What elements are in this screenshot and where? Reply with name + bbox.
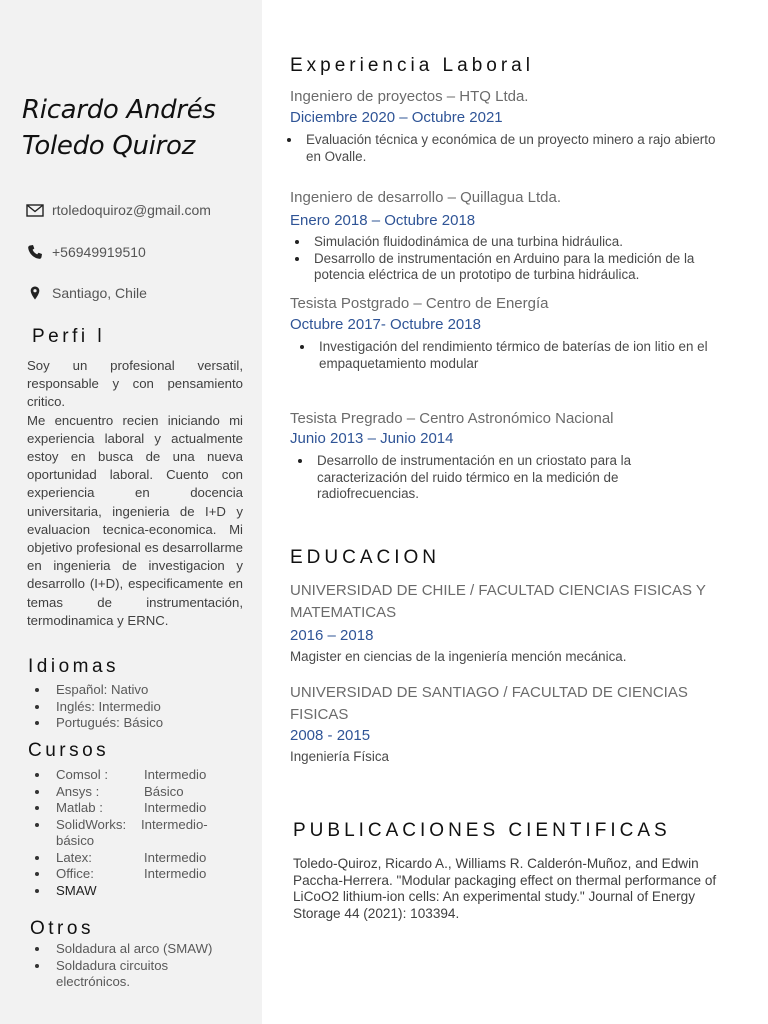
cursos-list [27,767,247,899]
publicaciones-heading: PUBLICACIONES CIENTIFICAS [293,820,671,841]
publication-citation: Toledo-Quiroz, Ricardo A., Williams R. Calderón-Muñoz, and Edwin Paccha-Herrera. "Modular packaging effect on thermal performance of LiCoO2 lithium-ion cells: An experimental study." Journal of Energy Storage 44 (2021): 103394. [293,856,717,921]
job-date: Enero 2018 – Octubre 2018 [290,212,476,229]
list-item: SMAW [27,883,247,900]
list-item: Soldadura circuitos electrónicos. [27,958,196,991]
list-item: Inglés: Intermedio [27,699,247,716]
list-item: Portugués: Básico [27,715,247,732]
contact-email[interactable] [24,202,211,218]
job-bullets [306,132,726,165]
job-date: Junio 2013 – Junio 2014 [290,430,454,447]
education-date: 2008 - 2015 [290,727,371,744]
perfil-heading: Perfi l [32,326,106,347]
name-line-1: Ricardo Andrés [22,95,216,125]
job-date: Octubre 2017- Octubre 2018 [290,316,481,333]
educacion-heading: EDUCACION [290,547,441,568]
list-item: Desarrollo de instrumentación en Arduino para la medición de la potencia eléctrica de un prototipo de turbina hidráulica. [314,251,724,284]
otros-list [27,941,247,991]
list-item: Simulación fluidodinámica de una turbina hidráulica. [314,234,724,251]
perfil-paragraph-1: Soy un profesional versatil, responsable y con pensamiento critico. [27,358,243,410]
job-title: Tesista Postgrado – Centro de Energía [290,295,549,312]
job-title: Ingeniero de proyectos – HTQ Ltda. [290,88,529,105]
perfil-text [27,357,243,630]
education-date: 2016 – 2018 [290,627,374,644]
list-item: SolidWorks: Intermedio- básico [27,817,247,850]
full-name [22,92,258,164]
phone-text: +56949919510 [52,244,146,260]
perfil-paragraph-2: Me encuentro recien iniciando mi experiencia laboral y actualmente estoy en busca de una nueva oportunidad laboral. Cuento con experiencia en docencia universitaria, ingenieria de I+D y evaluacion tecnica-economica. Mi objetivo profesional es desarrollarme en ingenieria de investigacion y desarrollo (I+D), especificamente en temas de instrumentación, termodinamica y ERNC. [27,412,243,628]
list-item: Investigación del rendimiento térmico de baterías de ion litio en el empaquetamiento modular [319,339,729,372]
job-bullets [319,339,729,372]
education-degree: Magister en ciencias de la ingeniería mención mecánica. [290,649,627,664]
contact-phone[interactable] [24,244,146,260]
idiomas-heading: Idiomas [28,656,120,677]
job-bullets [317,453,667,503]
list-item: Español: Nativo [27,682,247,699]
list-item: Desarrollo de instrumentación en un criostato para la caracterización del ruido térmico en la medición de radiofrecuencias. [317,453,667,503]
envelope-icon [24,204,46,217]
education-institution: UNIVERSIDAD DE SANTIAGO / FACULTAD DE CIENCIAS FISICAS [290,684,688,723]
job-bullets [314,234,724,284]
experiencia-heading: Experiencia Laboral [290,55,534,76]
phone-icon [24,244,46,260]
list-item: Comsol : Intermedio [27,767,247,784]
list-item: Ansys : Básico [27,784,247,801]
job-title: Tesista Pregrado – Centro Astronómico Nacional [290,410,614,427]
name-line-2: Toledo Quiroz [22,131,195,161]
list-item: Evaluación técnica y económica de un proyecto minero a rajo abierto en Ovalle. [306,132,726,165]
job-title: Ingeniero de desarrollo – Quillagua Ltda. [290,189,562,206]
contact-location [24,285,147,301]
list-item: Soldadura al arco (SMAW) [27,941,247,958]
education-degree: Ingeniería Física [290,749,389,764]
location-text: Santiago, Chile [52,285,147,301]
list-item: Office: Intermedio [27,866,247,883]
idiomas-list [27,682,247,732]
cursos-heading: Cursos [28,740,110,761]
map-pin-icon [24,286,46,300]
list-item: Matlab : Intermedio [27,800,247,817]
education-institution: UNIVERSIDAD DE CHILE / FACULTAD CIENCIAS FISICAS Y MATEMATICAS [290,582,706,621]
otros-heading: Otros [30,918,94,939]
email-text: rtoledoquiroz@gmail.com [52,202,211,218]
list-item: Latex: Intermedio [27,850,247,867]
job-date: Diciembre 2020 – Octubre 2021 [290,109,503,126]
